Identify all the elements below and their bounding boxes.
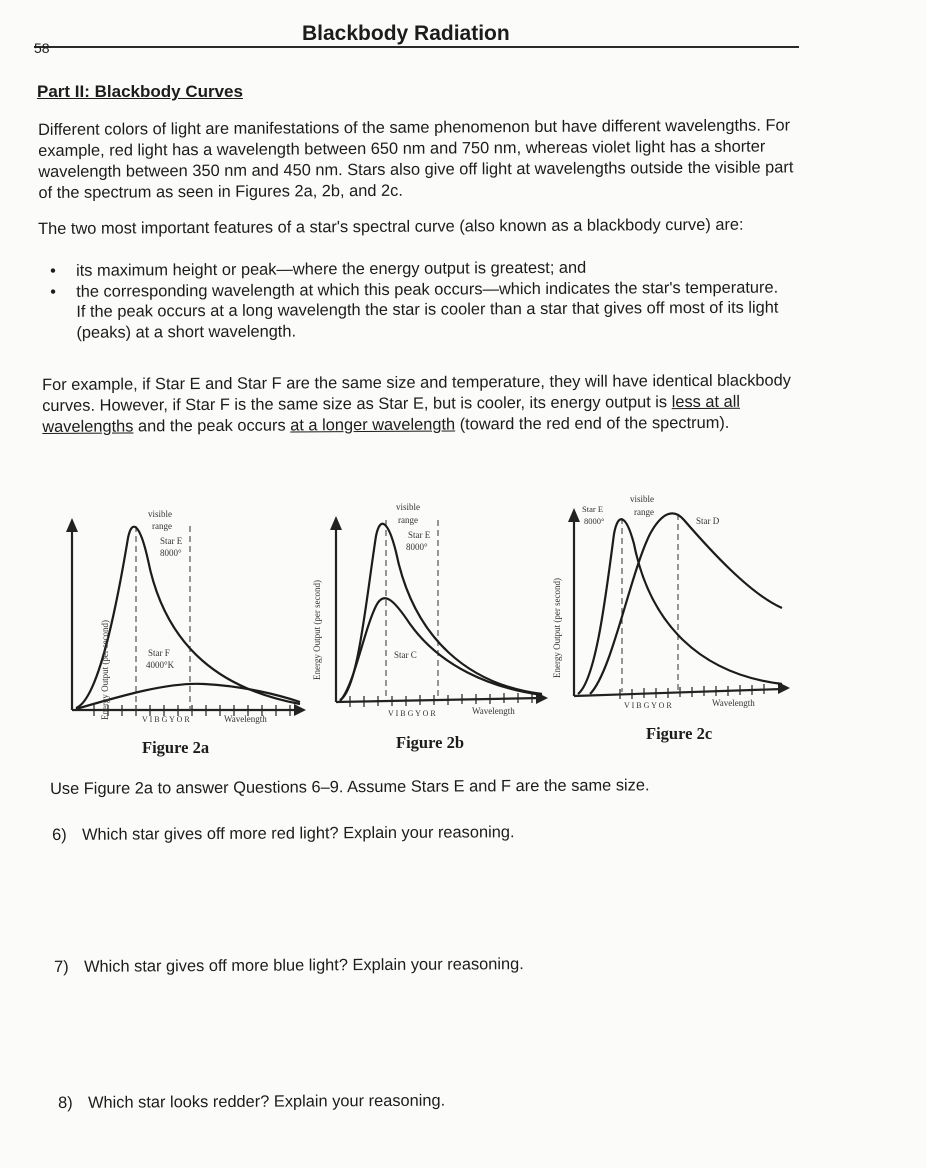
x-axis-label: Wavelength [224,714,267,724]
bullet-icon: • [50,282,56,301]
star-e-temp: 8000° [406,542,428,552]
star-c-curve [340,598,542,701]
example-text-2: and the peak occurs [133,416,291,436]
figure-2c-graph [550,484,790,724]
visible-label: visible [630,494,654,504]
example-paragraph [42,370,802,438]
question-8 [58,1092,445,1113]
y-axis-label: Energy Output (per second) [552,577,562,678]
star-e-label: Star E [582,504,604,514]
features-paragraph: The two most important features of a star's spectral curve (also known as a blackbody curve) are: [38,215,744,238]
bullet-icon: • [50,261,56,280]
figure-2b-graph [310,490,550,730]
figure-2c [550,484,790,754]
question-number: 8) [58,1093,73,1112]
star-d-curve [590,513,782,694]
underlined-phrase-2: at a longer wavelength [290,415,456,435]
questions-intro: Use Figure 2a to answer Questions 6–9. Assume Stars E and F are the same size. [50,776,650,798]
visible-label: visible [396,502,420,512]
question-6 [52,823,515,845]
spectrum-label: V I B G Y O R [388,709,436,718]
question-text: Which star gives off more red light? Explain your reasoning. [81,823,515,844]
star-f-label: Star F [148,648,170,658]
list-item-text: the corresponding wavelength at which this peak occurs—which indicates the star's temperature. If the peak occurs at a long wavelength the star is cooler than a star that gives off most of its light (peaks) at a short wavelength. [76,278,779,342]
y-axis-label: Energy Output (per second) [100,619,110,720]
list-item [48,277,788,343]
x-axis-arrow-icon [294,704,306,716]
x-axis-ticks [620,684,764,699]
question-text: Which star gives off more blue light? Explain your reasoning. [83,955,524,976]
x-axis-line [574,689,782,696]
feature-list [48,256,788,343]
page-header [34,20,799,56]
question-number: 7) [54,957,69,976]
range-label: range [398,515,418,525]
star-e-curve [578,519,782,694]
question-7 [54,955,524,977]
y-axis-label: Energy Output (per second) [312,579,322,680]
y-axis-arrow-icon [330,516,342,530]
star-e-curve [340,524,542,700]
underlined-phrase-1: less at all wavelengths [42,392,741,436]
figure-2b [310,490,550,760]
figure-2a [64,490,304,760]
figure-caption: Figure 2b [396,733,464,752]
figure-caption: Figure 2c [646,724,713,743]
star-c-label: Star C [394,650,417,660]
range-label: range [634,507,654,517]
spectrum-label: V I B G Y O R [624,701,672,710]
y-axis-arrow-icon [568,508,580,522]
question-text: Which star looks redder? Explain your reasoning. [87,1091,446,1112]
list-item-text: its maximum height or peak—where the energy output is greatest; and [76,258,587,280]
spectrum-label: V I B G Y O R [142,715,190,724]
star-e-temp: 8000° [584,516,605,526]
page-number: 58 [34,40,50,56]
x-axis-line [336,698,542,702]
figure-2a-graph [64,490,304,730]
question-number: 6) [52,825,67,844]
x-axis-label: Wavelength [712,698,755,708]
example-text-1: For example, if Star E and Star F are the same size and temperature, they will have identical blackbody curves. However, if Star F is the same size as Star E, but is cooler, its energy output is [42,371,791,415]
example-text-3: (toward the red end of the spectrum). [455,413,730,434]
section-heading: Part II: Blackbody Curves [37,82,243,101]
chapter-title: Blackbody Radiation [302,22,510,45]
range-label: range [152,521,172,531]
x-axis-label: Wavelength [472,706,515,716]
star-f-temp: 4000°K [146,660,175,670]
star-d-label: Star D [696,516,720,526]
y-axis-arrow-icon [66,518,78,532]
visible-label: visible [148,509,172,519]
figure-caption: Figure 2a [142,738,210,757]
star-e-temp: 8000° [160,548,182,558]
star-e-label: Star E [408,530,431,540]
intro-paragraph: Different colors of light are manifestations of the same phenomenon but have different wavelengths. For example, red light has a wavelength between 650 nm and 750 nm, whereas violet light has a shorter wavelength between 350 nm and 450 nm. Stars also give off light at wavelengths outside the visible part of the spectrum as seen in Figures 2a, 2b, and 2c. [38,116,794,202]
star-e-label: Star E [160,536,183,546]
